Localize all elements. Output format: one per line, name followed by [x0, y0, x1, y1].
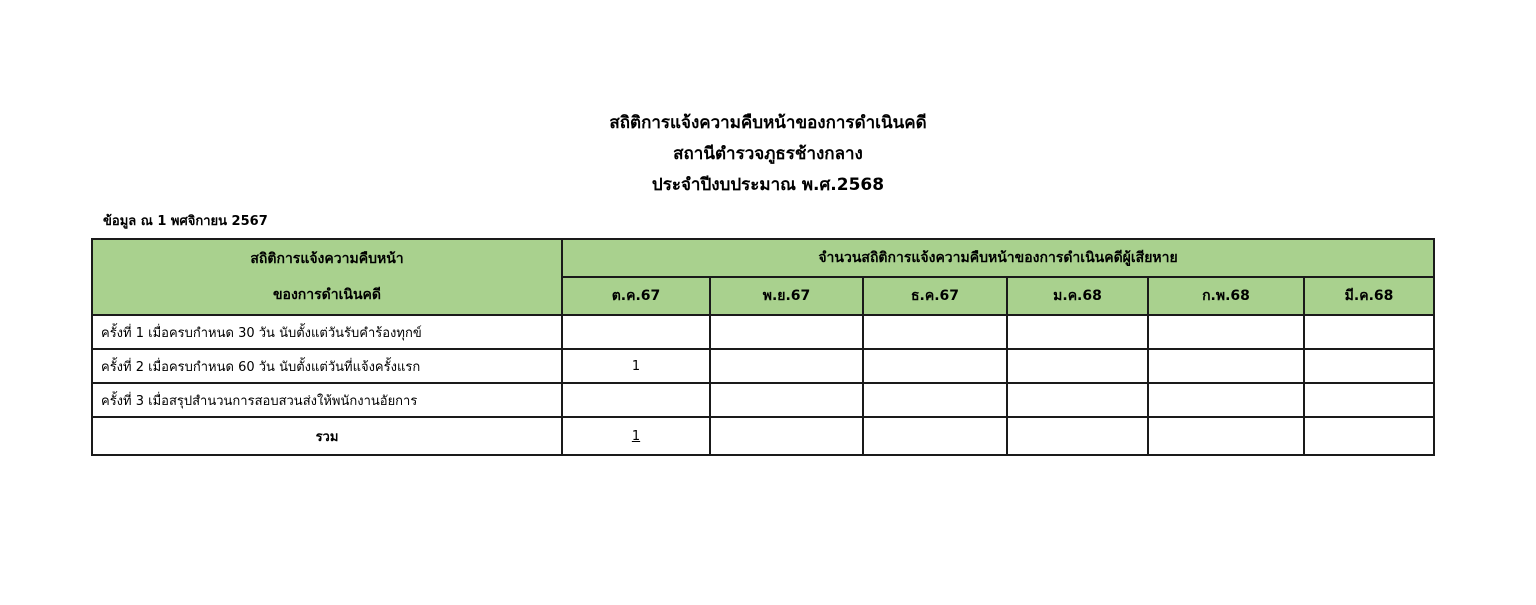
- title-line-3: ประจำปีงบประมาณ พ.ศ.2568: [651, 175, 885, 195]
- table-cell: [1007, 383, 1148, 417]
- title-line-1: สถิติการแจ้งความคืบหน้าของการดำเนินคดี: [609, 113, 927, 133]
- total-cell: [1148, 417, 1304, 455]
- report-title: [0, 108, 1536, 201]
- table-cell: [1304, 383, 1434, 417]
- table-cell: [1148, 315, 1304, 349]
- total-cell: [863, 417, 1007, 455]
- header-row-1: [92, 239, 1434, 277]
- statistics-table: [91, 238, 1435, 456]
- table-cell: [710, 315, 863, 349]
- table-cell: [863, 349, 1007, 383]
- total-row: [92, 417, 1434, 455]
- total-cell: 1: [562, 417, 710, 455]
- table-cell: [1007, 349, 1148, 383]
- table-cell: [562, 315, 710, 349]
- header-month: ธ.ค.67: [863, 277, 1007, 315]
- table-cell: [1148, 349, 1304, 383]
- table-cell: [710, 383, 863, 417]
- row-label: ครั้งที่ 3 เมื่อสรุปสำนวนการสอบสวนส่งให้พนักงานอัยการ: [92, 383, 562, 417]
- row-label: ครั้งที่ 2 เมื่อครบกำหนด 60 วัน นับตั้งแต่วันที่แจ้งครั้งแรก: [92, 349, 562, 383]
- title-line-2: สถานีตำรวจภูธรช้างกลาง: [673, 144, 863, 164]
- header-statistic-type: [92, 239, 562, 315]
- header-month: ก.พ.68: [1148, 277, 1304, 315]
- row-label: ครั้งที่ 1 เมื่อครบกำหนด 30 วัน นับตั้งแต่วันรับคำร้องทุกข์: [92, 315, 562, 349]
- table-row: [92, 315, 1434, 349]
- header-month: ม.ค.68: [1007, 277, 1148, 315]
- header-month: พ.ย.67: [710, 277, 863, 315]
- total-cell: [1304, 417, 1434, 455]
- total-cell: [1007, 417, 1148, 455]
- header-month: มี.ค.68: [1304, 277, 1434, 315]
- header-group-count: จำนวนสถิติการแจ้งความคืบหน้าของการดำเนินคดีผู้เสียหาย: [562, 239, 1434, 277]
- table-cell: 1: [562, 349, 710, 383]
- table-row: [92, 383, 1434, 417]
- header-month: ต.ค.67: [562, 277, 710, 315]
- table-cell: [1304, 315, 1434, 349]
- table-cell: [863, 315, 1007, 349]
- data-as-of-date: ข้อมูล ณ 1 พศจิกายน 2567: [103, 214, 268, 229]
- header-statistic-type-line-1: สถิติการแจ้งความคืบหน้า: [250, 251, 404, 267]
- total-cell: [710, 417, 863, 455]
- header-statistic-type-line-2: ของการดำเนินคดี: [272, 287, 381, 303]
- table-cell: [710, 349, 863, 383]
- table-cell: [1148, 383, 1304, 417]
- table-cell: [1304, 349, 1434, 383]
- table-row: [92, 349, 1434, 383]
- total-label: รวม: [92, 417, 562, 455]
- table-cell: [1007, 315, 1148, 349]
- table-cell: [863, 383, 1007, 417]
- table-cell: [562, 383, 710, 417]
